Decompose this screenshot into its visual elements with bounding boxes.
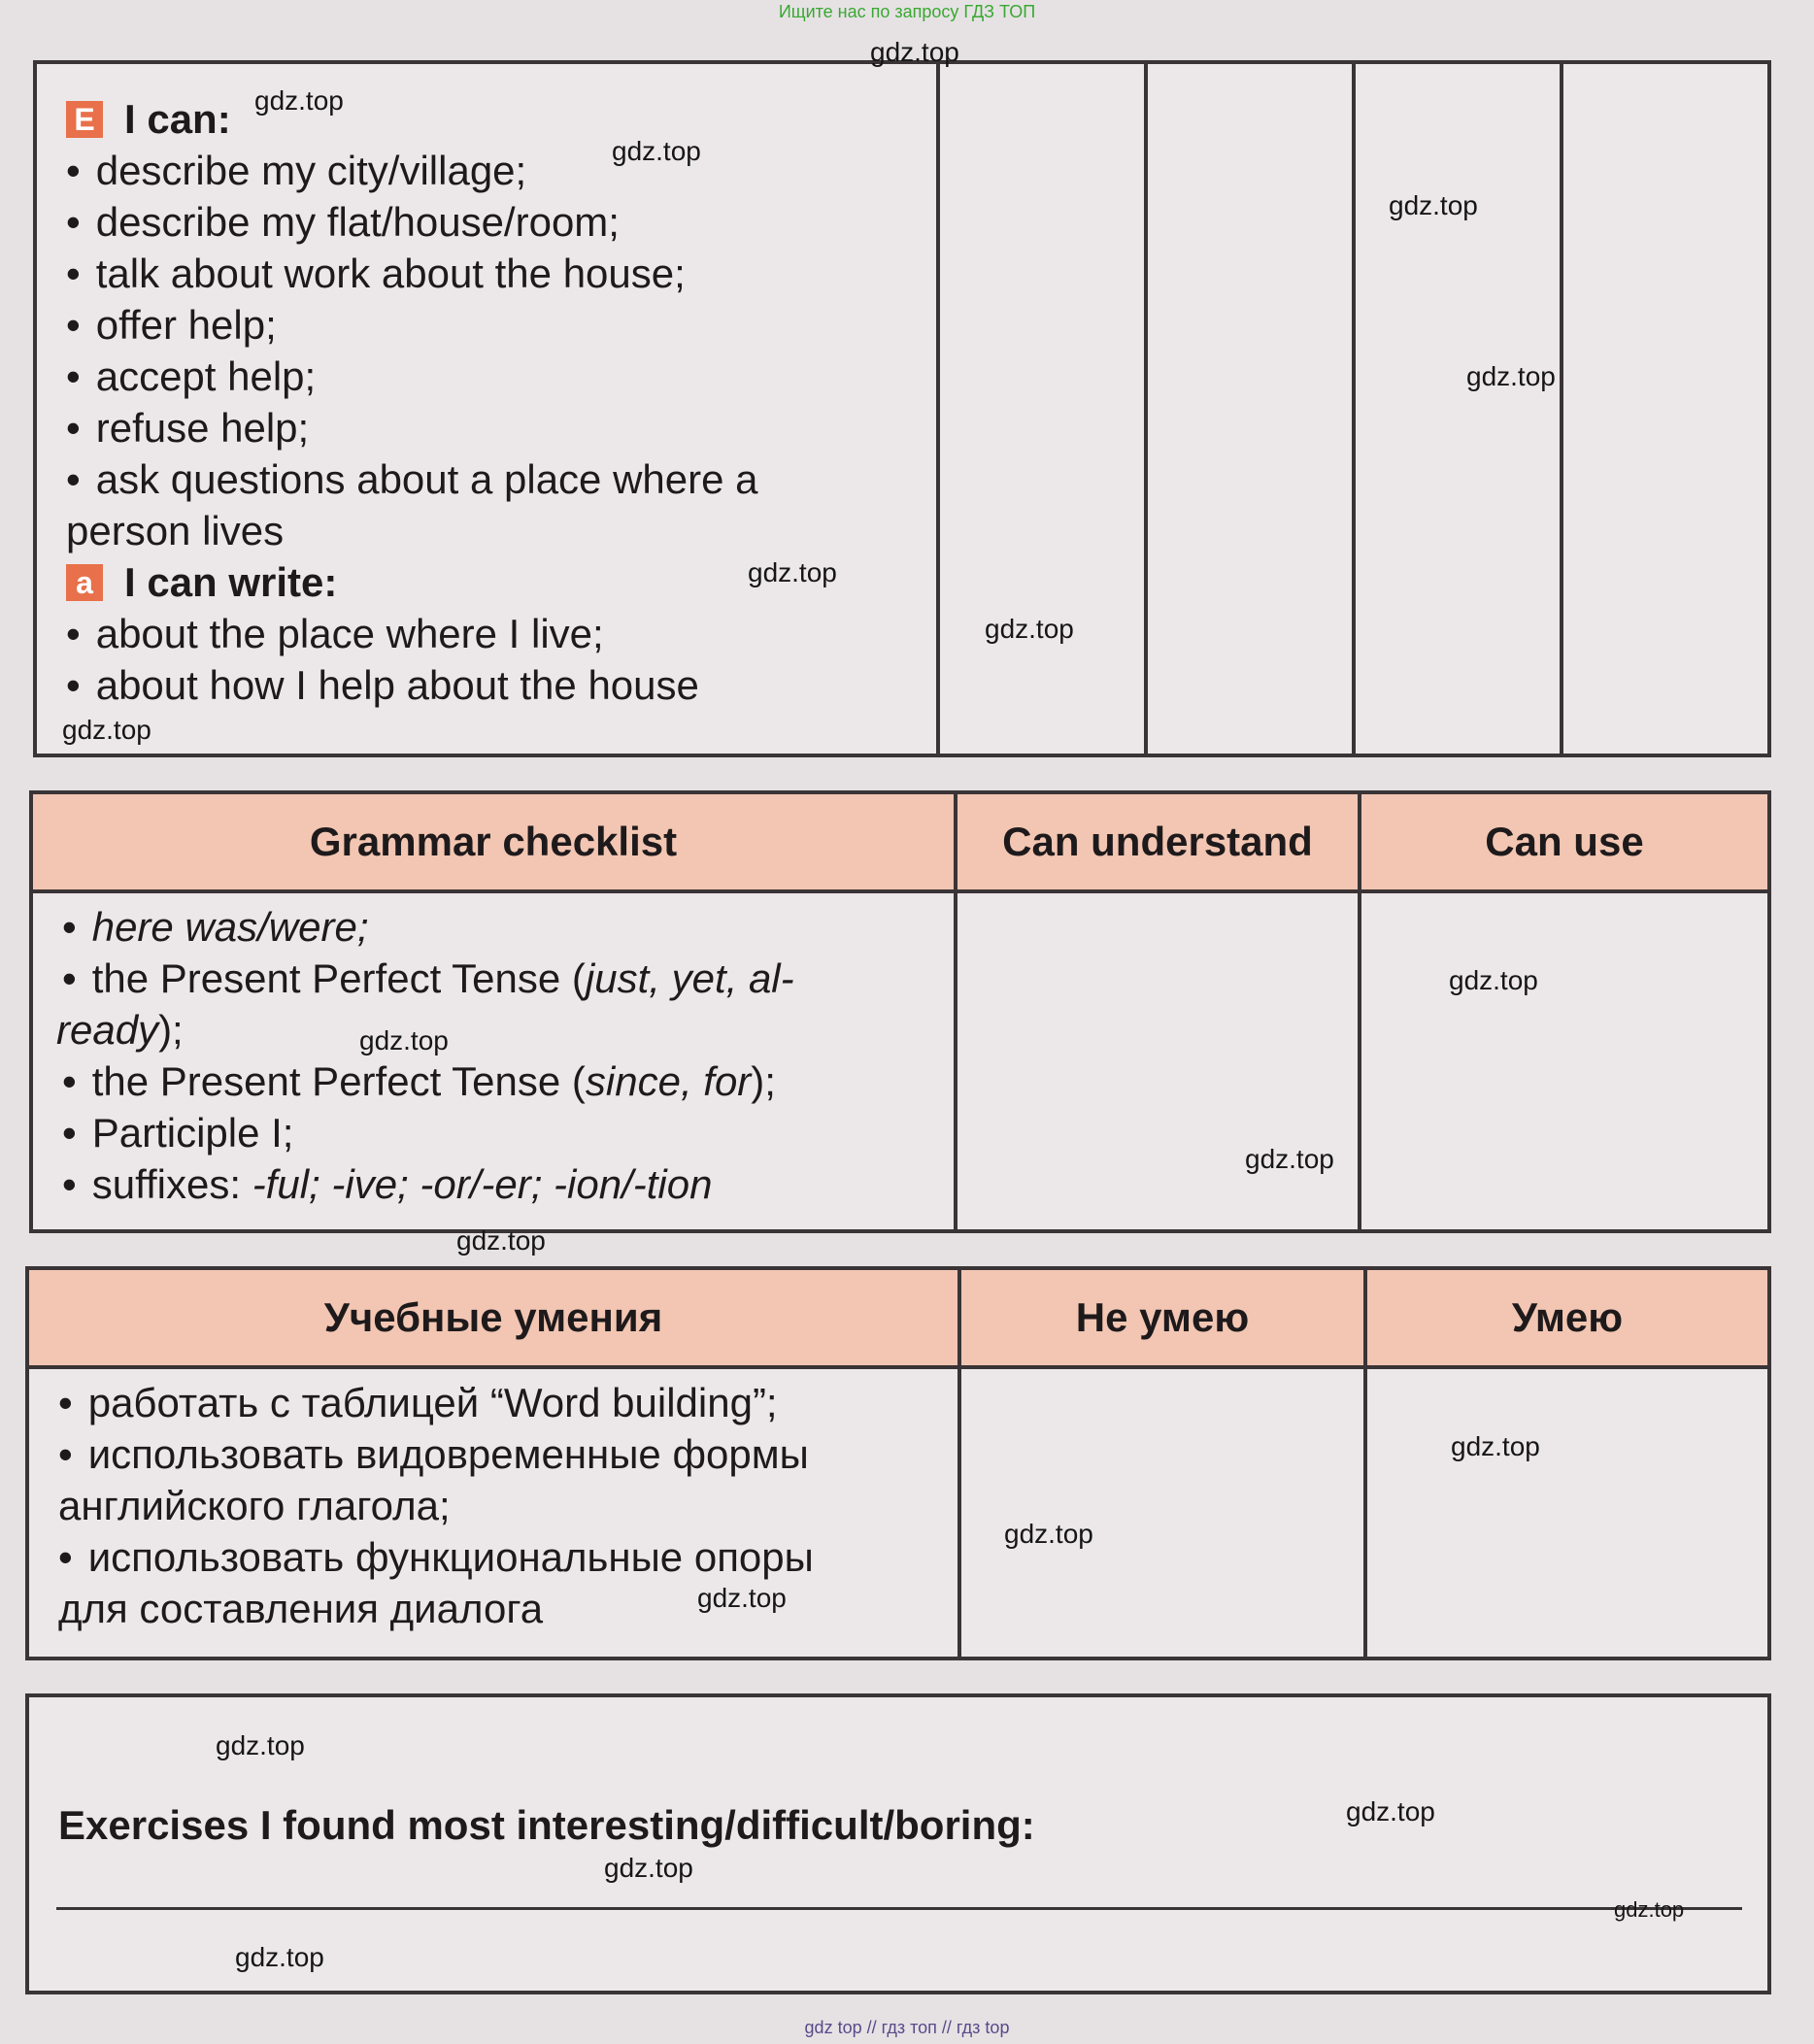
can-use-header: Can use [1485,819,1644,864]
watermark: gdz.top [604,1853,693,1883]
can-heading [66,93,979,145]
grammar-item: • suffixes: -ful; -ive; -or/-er; -ion/-tion [62,1158,965,1210]
watermark: gdz.top [359,1025,449,1056]
watermark: gdz.top [1466,361,1556,391]
speaking-badge-icon: E [66,101,103,138]
watermark: gdz.top [216,1730,305,1760]
cannot-header: Не умею [1075,1294,1250,1340]
watermark: gdz.top [456,1225,546,1256]
watermark: gdz.top [1614,1897,1685,1922]
grammar-item-continuation: ready); [56,1007,184,1053]
answer-line[interactable] [56,1907,1742,1910]
can-item-continuation: person lives [66,508,285,553]
watermark: gdz.top [1389,190,1478,220]
study-skills-header: Учебные умения [323,1294,663,1340]
skill-item: • использовать функциональные опоры [58,1531,961,1583]
watermark: gdz.top [748,557,837,587]
grammar-item: • here was/were; [62,901,965,953]
watermark: gdz.top [1346,1796,1435,1826]
watermark: gdz.top [1449,965,1538,995]
can-item: • offer help; [66,299,979,351]
can-understand-header: Can understand [1002,819,1313,864]
skill-item: • работать с таблицей “Word building”; [58,1377,961,1428]
write-item: • about the place where I live; [66,608,979,659]
can-item: • accept help; [66,351,979,402]
writing-badge-icon: a [66,564,103,601]
column-divider [1352,64,1356,754]
study-skills-table [25,1266,1771,1660]
column-divider [1560,64,1563,754]
skill-item-continuation: английского глагола; [58,1483,451,1528]
can-list [66,93,979,711]
watermark: gdz.top [697,1583,787,1613]
watermark: gdz.top [1451,1431,1540,1461]
watermark: gdz.top [1245,1144,1334,1174]
can-checklist-box [33,60,1771,757]
skill-item-continuation: для составления диалога [58,1586,544,1631]
grammar-checklist-table [29,790,1771,1233]
watermark: gdz.top [235,1942,324,1972]
can-item: • refuse help; [66,402,979,453]
grammar-header: Grammar checklist [309,819,678,864]
column-divider [1144,64,1148,754]
bottom-banner: gdz top // гдз топ // гдз top [804,2018,1010,2037]
watermark: gdz.top [985,614,1074,644]
watermark: gdz.top [1004,1519,1093,1549]
exercises-title: Exercises I found most interesting/difficult/boring: [58,1802,1035,1848]
watermark: gdz.top [62,715,151,745]
watermark: gdz.top [612,136,701,166]
grammar-item: • the Present Perfect Tense (just, yet, al- [62,953,965,1004]
skills-items [58,1377,961,1634]
write-heading [66,556,979,608]
watermark: gdz.top [254,85,344,116]
grammar-item: • the Present Perfect Tense (since, for); [62,1056,965,1107]
can-item: • ask questions about a place where a [66,453,979,505]
can-header: Умею [1511,1294,1624,1340]
can-item: • talk about work about the house; [66,248,979,299]
watermark: gdz.top [870,37,959,67]
write-item: • about how I help about the house [66,659,979,711]
top-banner: Ищите нас по запросу ГДЗ ТОП [778,2,1036,21]
grammar-items [56,901,965,1210]
can-heading-text: I can: [124,96,231,142]
can-item: • describe my city/village; [66,145,979,196]
skill-item: • использовать видовременные формы [58,1428,961,1480]
grammar-item: • Participle I; [62,1107,965,1158]
write-heading-text: I can write: [124,559,338,605]
can-item: • describe my flat/house/room; [66,196,979,248]
